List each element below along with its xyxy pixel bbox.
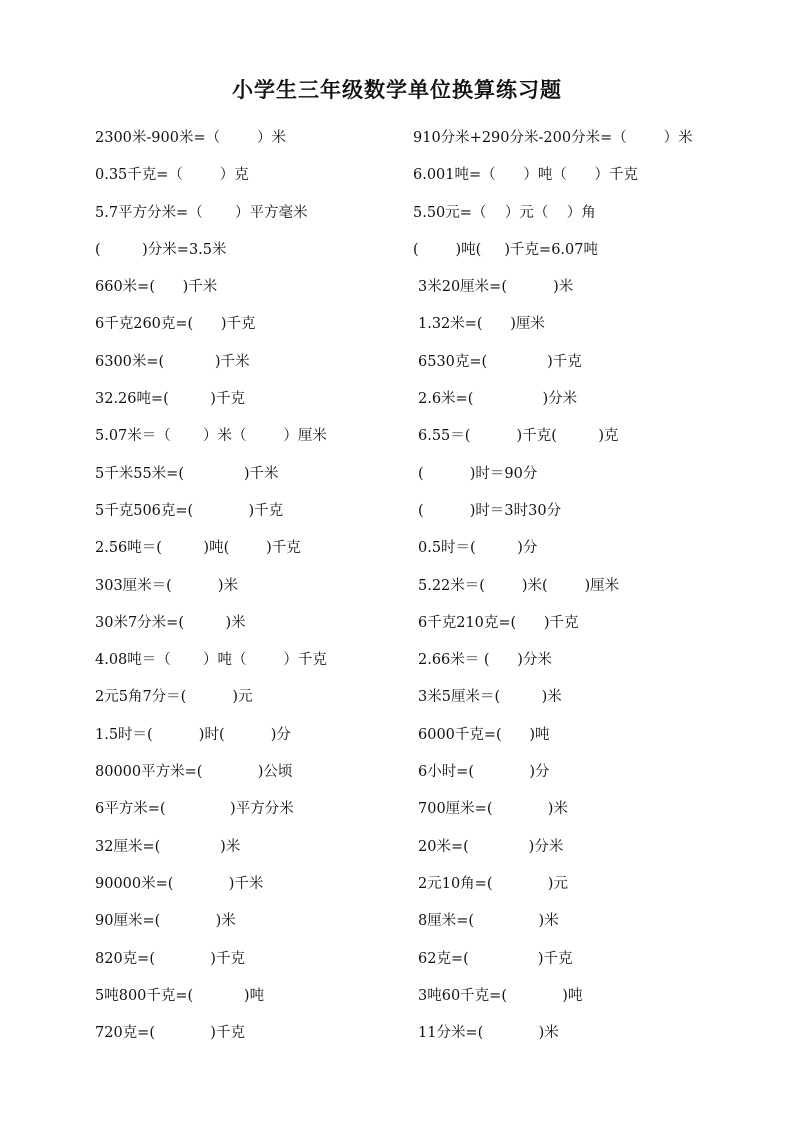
problem-row — [95, 908, 735, 945]
problem-left: 4.08吨＝（ ）吨（ ）千克 — [95, 652, 327, 669]
problem-right: 62克=( )千克 — [418, 950, 573, 967]
problem-left: 6平方米=( )平方分米 — [95, 801, 294, 818]
problem-left: 90000米=( )千米 — [95, 875, 264, 892]
problem-row — [95, 573, 735, 610]
problem-row — [95, 946, 735, 983]
problem-left: 5千克506克=( )千克 — [95, 502, 284, 519]
problem-row — [95, 423, 735, 460]
problem-right: 700厘米=( )米 — [418, 801, 568, 818]
problem-right: 3米20厘米=( )米 — [418, 279, 574, 296]
problem-row — [95, 871, 735, 908]
problem-right: 6小时=( )分 — [418, 764, 550, 781]
problem-left: ( )分米=3.5米 — [95, 241, 227, 258]
problem-right: 6.55＝( )千克( )克 — [418, 428, 619, 445]
problem-row — [95, 796, 735, 833]
problem-right: 6000千克=( )吨 — [418, 726, 550, 743]
problem-row — [95, 125, 735, 162]
problem-right: 6.001吨=（ ）吨（ ）千克 — [413, 167, 638, 184]
problem-left: 90厘米=( )米 — [95, 913, 236, 930]
problem-row — [95, 983, 735, 1020]
problem-right: 6千克210克=( )千克 — [418, 614, 579, 631]
problem-left: 30米7分米=( )米 — [95, 614, 246, 631]
problem-left: 2元5角7分＝( )元 — [95, 689, 253, 706]
problem-right: 2.6米=( )分米 — [418, 391, 578, 408]
page-title: 小学生三年级数学单位换算练习题 — [232, 77, 562, 102]
problem-left: 1.5时＝( )时( )分 — [95, 726, 291, 743]
problem-right: 11分米=( )米 — [418, 1025, 559, 1042]
problem-row — [95, 834, 735, 871]
problem-left: 5.7平方分米=（ ）平方毫米 — [95, 204, 308, 221]
problem-row — [95, 349, 735, 386]
problem-row — [95, 274, 735, 311]
problem-left: 32厘米=( )米 — [95, 838, 241, 855]
problem-right: 5.50元=（ ）元（ ）角 — [413, 204, 596, 221]
problem-left: 2300米-900米=（ ）米 — [95, 130, 286, 146]
problem-row — [95, 535, 735, 572]
problem-row — [95, 162, 735, 199]
problem-right: 3米5厘米＝( )米 — [418, 689, 562, 706]
problem-right: ( )吨( )千克=6.07吨 — [413, 241, 598, 258]
problem-left: 6千克260克=( )千克 — [95, 316, 256, 333]
problem-right: 6530克=( )千克 — [418, 353, 582, 370]
problem-right: 2元10角=( )元 — [418, 875, 568, 892]
problem-left: 5.07米＝（ ）米（ ）厘米 — [95, 428, 327, 445]
problem-left: 5千米55米=( )千米 — [95, 465, 279, 482]
problem-row — [95, 200, 735, 237]
problem-row — [95, 684, 735, 721]
problem-row — [95, 722, 735, 759]
problem-right: 5.22米＝( )米( )厘米 — [418, 577, 620, 594]
problem-left: 0.35千克=（ ）克 — [95, 167, 249, 184]
problem-right: ( )时＝90分 — [418, 465, 538, 482]
problem-left: 2.56吨＝( )吨( )千克 — [95, 540, 301, 557]
problem-right: 2.66米＝ ( )分米 — [418, 652, 552, 669]
problem-right: 8厘米=( )米 — [418, 913, 559, 930]
problem-list — [95, 125, 735, 1057]
problem-right: 20米=( )分米 — [418, 838, 564, 855]
problem-row — [95, 461, 735, 498]
problem-left: 32.26吨=( )千克 — [95, 391, 245, 408]
problem-left: 5吨800千克=( )吨 — [95, 987, 265, 1004]
problem-row — [95, 759, 735, 796]
problem-right: 0.5时＝( )分 — [418, 540, 538, 557]
problem-right: 910分米+290分米-200分米=（ ）米 — [413, 130, 693, 146]
problem-right: 3吨60千克=( )吨 — [418, 987, 583, 1004]
problem-left: 6300米=( )千米 — [95, 353, 250, 370]
problem-row — [95, 498, 735, 535]
problem-row — [95, 386, 735, 423]
problem-left: 720克=( )千克 — [95, 1025, 245, 1042]
problem-row — [95, 1020, 735, 1057]
problem-left: 303厘米＝( )米 — [95, 577, 239, 594]
problem-left: 80000平方米=( )公顷 — [95, 764, 293, 781]
problem-right: ( )时＝3时30分 — [418, 502, 562, 519]
problem-left: 820克=( )千克 — [95, 950, 245, 967]
problem-left: 660米=( )千米 — [95, 279, 218, 296]
problem-row — [95, 610, 735, 647]
problem-row — [95, 311, 735, 348]
problem-row — [95, 237, 735, 274]
problem-right: 1.32米=( )厘米 — [418, 316, 545, 333]
problem-row — [95, 647, 735, 684]
